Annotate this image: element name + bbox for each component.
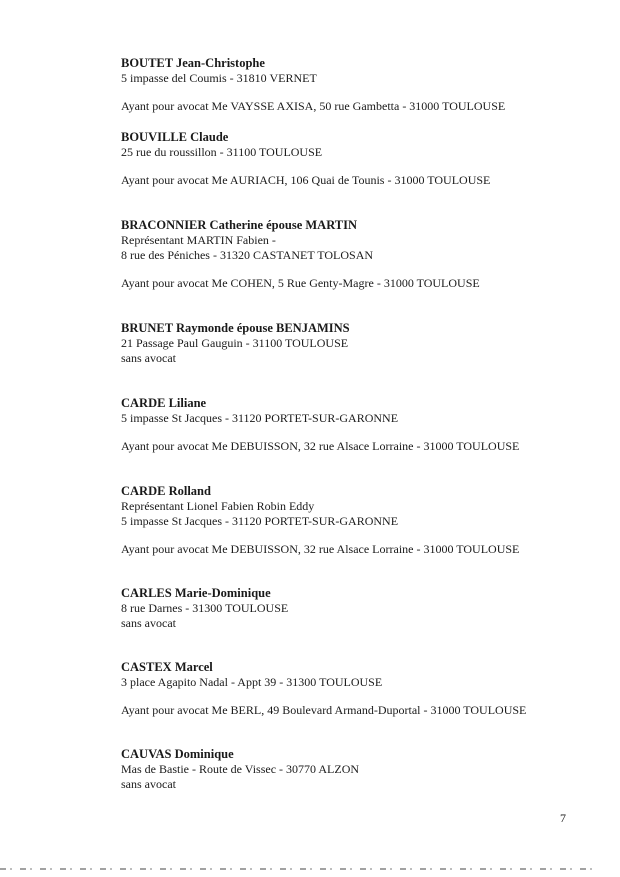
party-name: CARDE Rolland — [121, 484, 211, 498]
party-no-lawyer: sans avocat — [121, 777, 176, 791]
party-name: CASTEX Marcel — [121, 660, 213, 674]
party-representative: Représentant MARTIN Fabien - — [121, 233, 276, 247]
party-address: 8 rue des Péniches - 31320 CASTANET TOLOSAN — [121, 248, 374, 262]
page-number: 7 — [560, 811, 566, 825]
scan-artifact-line — [0, 868, 600, 870]
party-name: BRACONNIER Catherine épouse MARTIN — [121, 218, 358, 232]
party-entry — [121, 747, 581, 792]
party-no-lawyer: sans avocat — [121, 351, 176, 365]
party-address: 25 rue du roussillon - 31100 TOULOUSE — [121, 145, 323, 159]
party-no-lawyer: sans avocat — [121, 616, 176, 630]
party-lawyer: Ayant pour avocat Me VAYSSE AXISA, 50 rue Gambetta - 31000 TOULOUSE — [121, 99, 506, 113]
party-representative: Représentant Lionel Fabien Robin Eddy — [121, 499, 315, 513]
party-address: 5 impasse St Jacques - 31120 PORTET-SUR-GARONNE — [121, 411, 399, 425]
party-entry — [121, 56, 581, 114]
party-lawyer: Ayant pour avocat Me BERL, 49 Boulevard Armand-Duportal - 31000 TOULOUSE — [121, 703, 527, 717]
party-address: 5 impasse del Coumis - 31810 VERNET — [121, 71, 317, 85]
party-name: BOUVILLE Claude — [121, 130, 229, 144]
party-lawyer: Ayant pour avocat Me AURIACH, 106 Quai de Tounis - 31000 TOULOUSE — [121, 173, 491, 187]
party-name: CAUVAS Dominique — [121, 747, 234, 761]
party-entry — [121, 586, 581, 631]
party-name: BOUTET Jean-Christophe — [121, 56, 265, 70]
party-lawyer: Ayant pour avocat Me DEBUISSON, 32 rue Alsace Lorraine - 31000 TOULOUSE — [121, 542, 520, 556]
party-address: 5 impasse St Jacques - 31120 PORTET-SUR-GARONNE — [121, 514, 399, 528]
party-entry — [121, 321, 581, 366]
party-address: 8 rue Darnes - 31300 TOULOUSE — [121, 601, 289, 615]
party-address: 3 place Agapito Nadal - Appt 39 - 31300 TOULOUSE — [121, 675, 383, 689]
party-lawyer: Ayant pour avocat Me COHEN, 5 Rue Genty-Magre - 31000 TOULOUSE — [121, 276, 480, 290]
party-name: CARLES Marie-Dominique — [121, 586, 271, 600]
party-name: CARDE Liliane — [121, 396, 207, 410]
party-entry — [121, 484, 581, 557]
party-entry — [121, 218, 581, 291]
party-address: Mas de Bastie - Route de Vissec - 30770 ALZON — [121, 762, 360, 776]
party-name: BRUNET Raymonde épouse BENJAMINS — [121, 321, 350, 335]
party-address: 21 Passage Paul Gauguin - 31100 TOULOUSE — [121, 336, 349, 350]
party-entry — [121, 130, 581, 188]
party-entry — [121, 396, 581, 454]
party-entry — [121, 660, 581, 718]
party-lawyer: Ayant pour avocat Me DEBUISSON, 32 rue Alsace Lorraine - 31000 TOULOUSE — [121, 439, 520, 453]
